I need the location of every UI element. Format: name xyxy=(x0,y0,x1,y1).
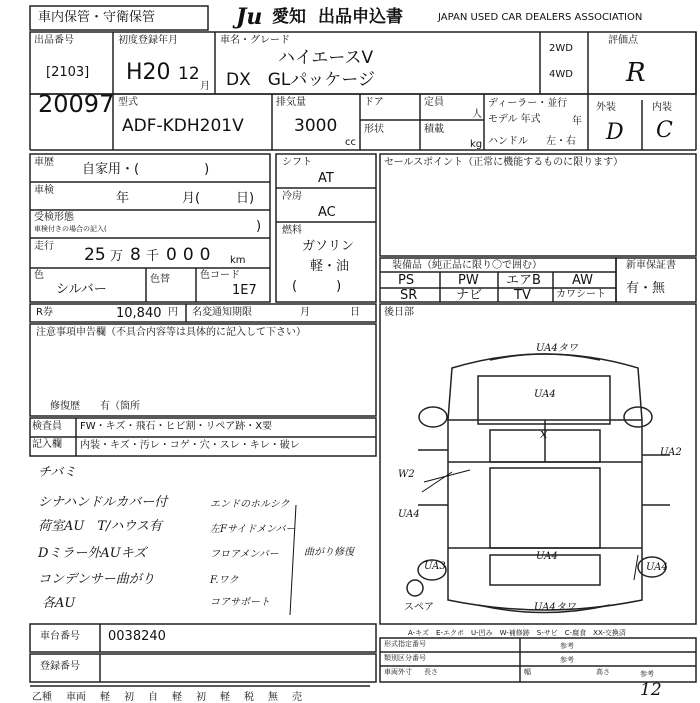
org-name: 愛知 xyxy=(272,7,306,27)
equipment-label: 装備品（純正品に限り〇で囲む） xyxy=(392,260,542,271)
check-label2: 記入欄 xyxy=(32,439,62,450)
door-label: ドア xyxy=(364,97,384,108)
note-r4: F.ワク xyxy=(210,575,239,586)
dealer-handle: ハンドル xyxy=(488,136,528,147)
br-l6: 高さ xyxy=(596,668,610,676)
note-3: 荷室AU T/ハウス有 xyxy=(38,519,163,534)
load-label: 積載 xyxy=(424,124,444,135)
dealer-line1: ディーラー・並行 xyxy=(488,98,568,109)
mileage-d3: 000 xyxy=(166,245,217,265)
note-4: Dミラー外AUキズ xyxy=(38,546,147,561)
capacity-unit: 人 xyxy=(472,109,482,120)
mileage-label: 走行 xyxy=(34,241,54,252)
score-ext-label: 外装 xyxy=(596,102,616,113)
disp-value: 3000 xyxy=(294,116,338,136)
warranty-label: 新車保証書 xyxy=(626,260,676,271)
br-l9: 参考 xyxy=(640,670,654,678)
recycle-label: R券 xyxy=(36,307,53,318)
sales-point-label: セールスポイント（正常に機能するものに限ります） xyxy=(384,157,624,168)
dealer-line2: モデル 年式 xyxy=(488,114,541,125)
score-label: 評価点 xyxy=(608,35,638,46)
receive-label: 受検形態 xyxy=(34,212,74,223)
br-l5: 幅 xyxy=(524,668,531,676)
equip-tv: TV xyxy=(514,288,531,303)
chassis-value: ADF-KDH201V xyxy=(122,116,244,136)
fuel-value: ガソリン xyxy=(302,239,355,254)
equip-ps: PS xyxy=(398,273,415,288)
mileage-d1: 25 xyxy=(84,245,106,265)
fuel-paren: ( ) xyxy=(292,279,342,294)
score-int-value: C xyxy=(656,118,673,143)
notice-label: 名変通知期限 xyxy=(192,307,252,318)
footer-item: 軽 xyxy=(100,692,110,703)
equip-seat: カワシート xyxy=(556,289,606,300)
recycle-value: 10,840 xyxy=(116,306,162,321)
br-l2: 類別区分番号 xyxy=(384,654,426,662)
model-label: 車名・グレード xyxy=(220,35,290,46)
ac-label: 冷房 xyxy=(282,191,302,202)
br-l4: 長さ xyxy=(424,668,438,676)
note-2: シナハンドルカバー付 xyxy=(38,495,168,510)
note-6: 各AU xyxy=(42,596,76,611)
diag-br: UA4 xyxy=(646,562,668,573)
storage-type: 車内保管・守衛保管 xyxy=(38,10,156,25)
br-l1: 形式指定番号 xyxy=(384,640,426,648)
drive-2wd: 2WD xyxy=(549,43,573,54)
footer-item: 初 xyxy=(196,692,206,703)
check-row1: FW・キズ・飛石・ヒビ割・リペア跡・X要 xyxy=(80,421,273,432)
score-int-label: 内装 xyxy=(652,102,672,113)
later-label: 後日部 xyxy=(384,307,414,318)
equip-pw: PW xyxy=(458,273,479,288)
footer-item: 軽 xyxy=(172,692,182,703)
footer-item: 乙種 xyxy=(32,692,52,703)
dealer-handle-value: 左・右 xyxy=(546,136,576,147)
warranty-value: 有・無 xyxy=(626,281,666,296)
equip-navi: ナビ xyxy=(456,288,483,303)
diag-bottom: UA4タワ xyxy=(534,602,576,613)
note-r2: 左Fサイドメンバー xyxy=(210,524,296,535)
lot-number: 20097 xyxy=(38,90,115,118)
fuel-label: 燃料 xyxy=(282,225,302,236)
lot-sub: [2103] xyxy=(46,65,90,80)
footer-item: 税 xyxy=(244,692,254,703)
color-label: 色 xyxy=(34,270,44,281)
disp-label: 排気量 xyxy=(276,97,306,108)
model-line1: ハイエースV xyxy=(278,48,374,68)
diag-left-w: W2 xyxy=(398,469,415,480)
ju-logo: Ju xyxy=(236,4,263,30)
footer-item: 軽 xyxy=(220,692,230,703)
inspection-label: 車検 xyxy=(34,185,54,196)
diag-right: UA2 xyxy=(660,447,682,458)
note-extra: 曲がり修復 xyxy=(304,547,354,558)
notice-day: 日 xyxy=(350,307,360,318)
color-change-label: 色替 xyxy=(150,274,170,285)
note-1: チバミ xyxy=(38,465,77,480)
inspection-year: 年 xyxy=(116,191,130,206)
first-reg-label: 初度登録年月 xyxy=(118,35,178,46)
shape-label: 形状 xyxy=(364,124,384,135)
footer-strip xyxy=(32,688,372,703)
inspection-month: 月( xyxy=(182,191,201,206)
shift-label: シフト xyxy=(282,157,312,168)
equip-sr: SR xyxy=(400,288,418,303)
recycle-unit: 円 xyxy=(168,307,178,318)
equip-aw: AW xyxy=(572,273,594,288)
mileage-d2: 8 xyxy=(130,245,141,265)
mileage-unit: km xyxy=(230,255,246,266)
footer-item: 車両 xyxy=(66,692,86,703)
shift-value: AT xyxy=(318,171,334,186)
frame-value: 0038240 xyxy=(108,629,166,644)
note-5: コンデンサー曲がり xyxy=(38,572,155,587)
color-code-label: 色コード xyxy=(200,270,240,281)
first-reg-era: H20 xyxy=(126,60,171,85)
diag-top: UA4タワ xyxy=(536,343,578,354)
note-r3: フロアメンバー xyxy=(210,549,279,560)
br-l8: 参考 xyxy=(560,656,574,664)
diag-bl: UA3 xyxy=(424,561,446,572)
capacity-label: 定員 xyxy=(424,97,444,108)
diag-roof: UA4 xyxy=(534,389,556,400)
chassis-label: 型式 xyxy=(118,97,138,108)
receive-close: ) xyxy=(256,219,262,234)
load-unit: kg xyxy=(470,139,483,150)
mileage-u2: 千 xyxy=(146,249,160,264)
first-reg-unit: 月 xyxy=(200,81,210,92)
first-reg-month: 12 xyxy=(178,64,200,84)
notes-label: 注意事項申告欄（不具合内容等は具体的に記入して下さい） xyxy=(36,327,306,338)
diag-center: x xyxy=(540,427,548,442)
diag-left-ua: UA4 xyxy=(398,509,420,520)
mileage-u1: 万 xyxy=(110,249,124,264)
diag-mid: UA4 xyxy=(536,551,558,562)
diag-spare: スペア xyxy=(404,602,434,613)
equip-airbag: エアB xyxy=(506,273,541,288)
frame-label: 車台番号 xyxy=(40,631,80,642)
reg-label: 登録番号 xyxy=(40,661,80,672)
footer-item: 初 xyxy=(124,692,134,703)
usage-value: 自家用・( ) xyxy=(82,162,210,177)
model-line2: DX GLパッケージ xyxy=(226,70,376,90)
lot-label: 出品番号 xyxy=(34,35,74,46)
fuel-opt: 軽・油 xyxy=(310,259,350,274)
drive-4wd: 4WD xyxy=(549,69,573,80)
org-english: JAPAN USED CAR DEALERS ASSOCIATION xyxy=(438,12,643,23)
br-l3: 車両外寸 xyxy=(384,668,412,676)
footer-item: 売 xyxy=(292,692,302,703)
note-r5: コアサポート xyxy=(210,597,270,608)
page-mark: 12 xyxy=(640,680,662,700)
damage-legend: A-キズ E-エクボ U-凹み W-補修跡 S-サビ C-腐食 XX-交換済 xyxy=(408,629,626,637)
inspection-day: 日) xyxy=(236,191,255,206)
note-r1: エンドのホルシク xyxy=(210,499,290,510)
score-value: R xyxy=(626,58,646,88)
br-l7: 参考 xyxy=(560,642,574,650)
repair-history: 修復歴 有（箇所 xyxy=(50,401,140,412)
notice-month: 月 xyxy=(300,307,310,318)
check-label1: 検査員 xyxy=(32,421,62,432)
dealer-year-unit: 年 xyxy=(572,116,582,127)
usage-label: 車歴 xyxy=(34,157,54,168)
ac-value: AC xyxy=(318,205,336,220)
color-code: 1E7 xyxy=(232,283,257,298)
score-ext-value: D xyxy=(606,120,624,145)
check-row2: 内装・キズ・汚レ・コゲ・穴・スレ・キレ・破レ xyxy=(80,440,300,451)
footer-item: 無 xyxy=(268,692,278,703)
form-title: 出品申込書 xyxy=(318,7,403,27)
footer-item: 自 xyxy=(148,692,158,703)
receive-note: 車検付きの場合の記入( xyxy=(34,225,107,233)
disp-unit: cc xyxy=(345,137,356,148)
color-value: シルバー xyxy=(56,282,107,297)
